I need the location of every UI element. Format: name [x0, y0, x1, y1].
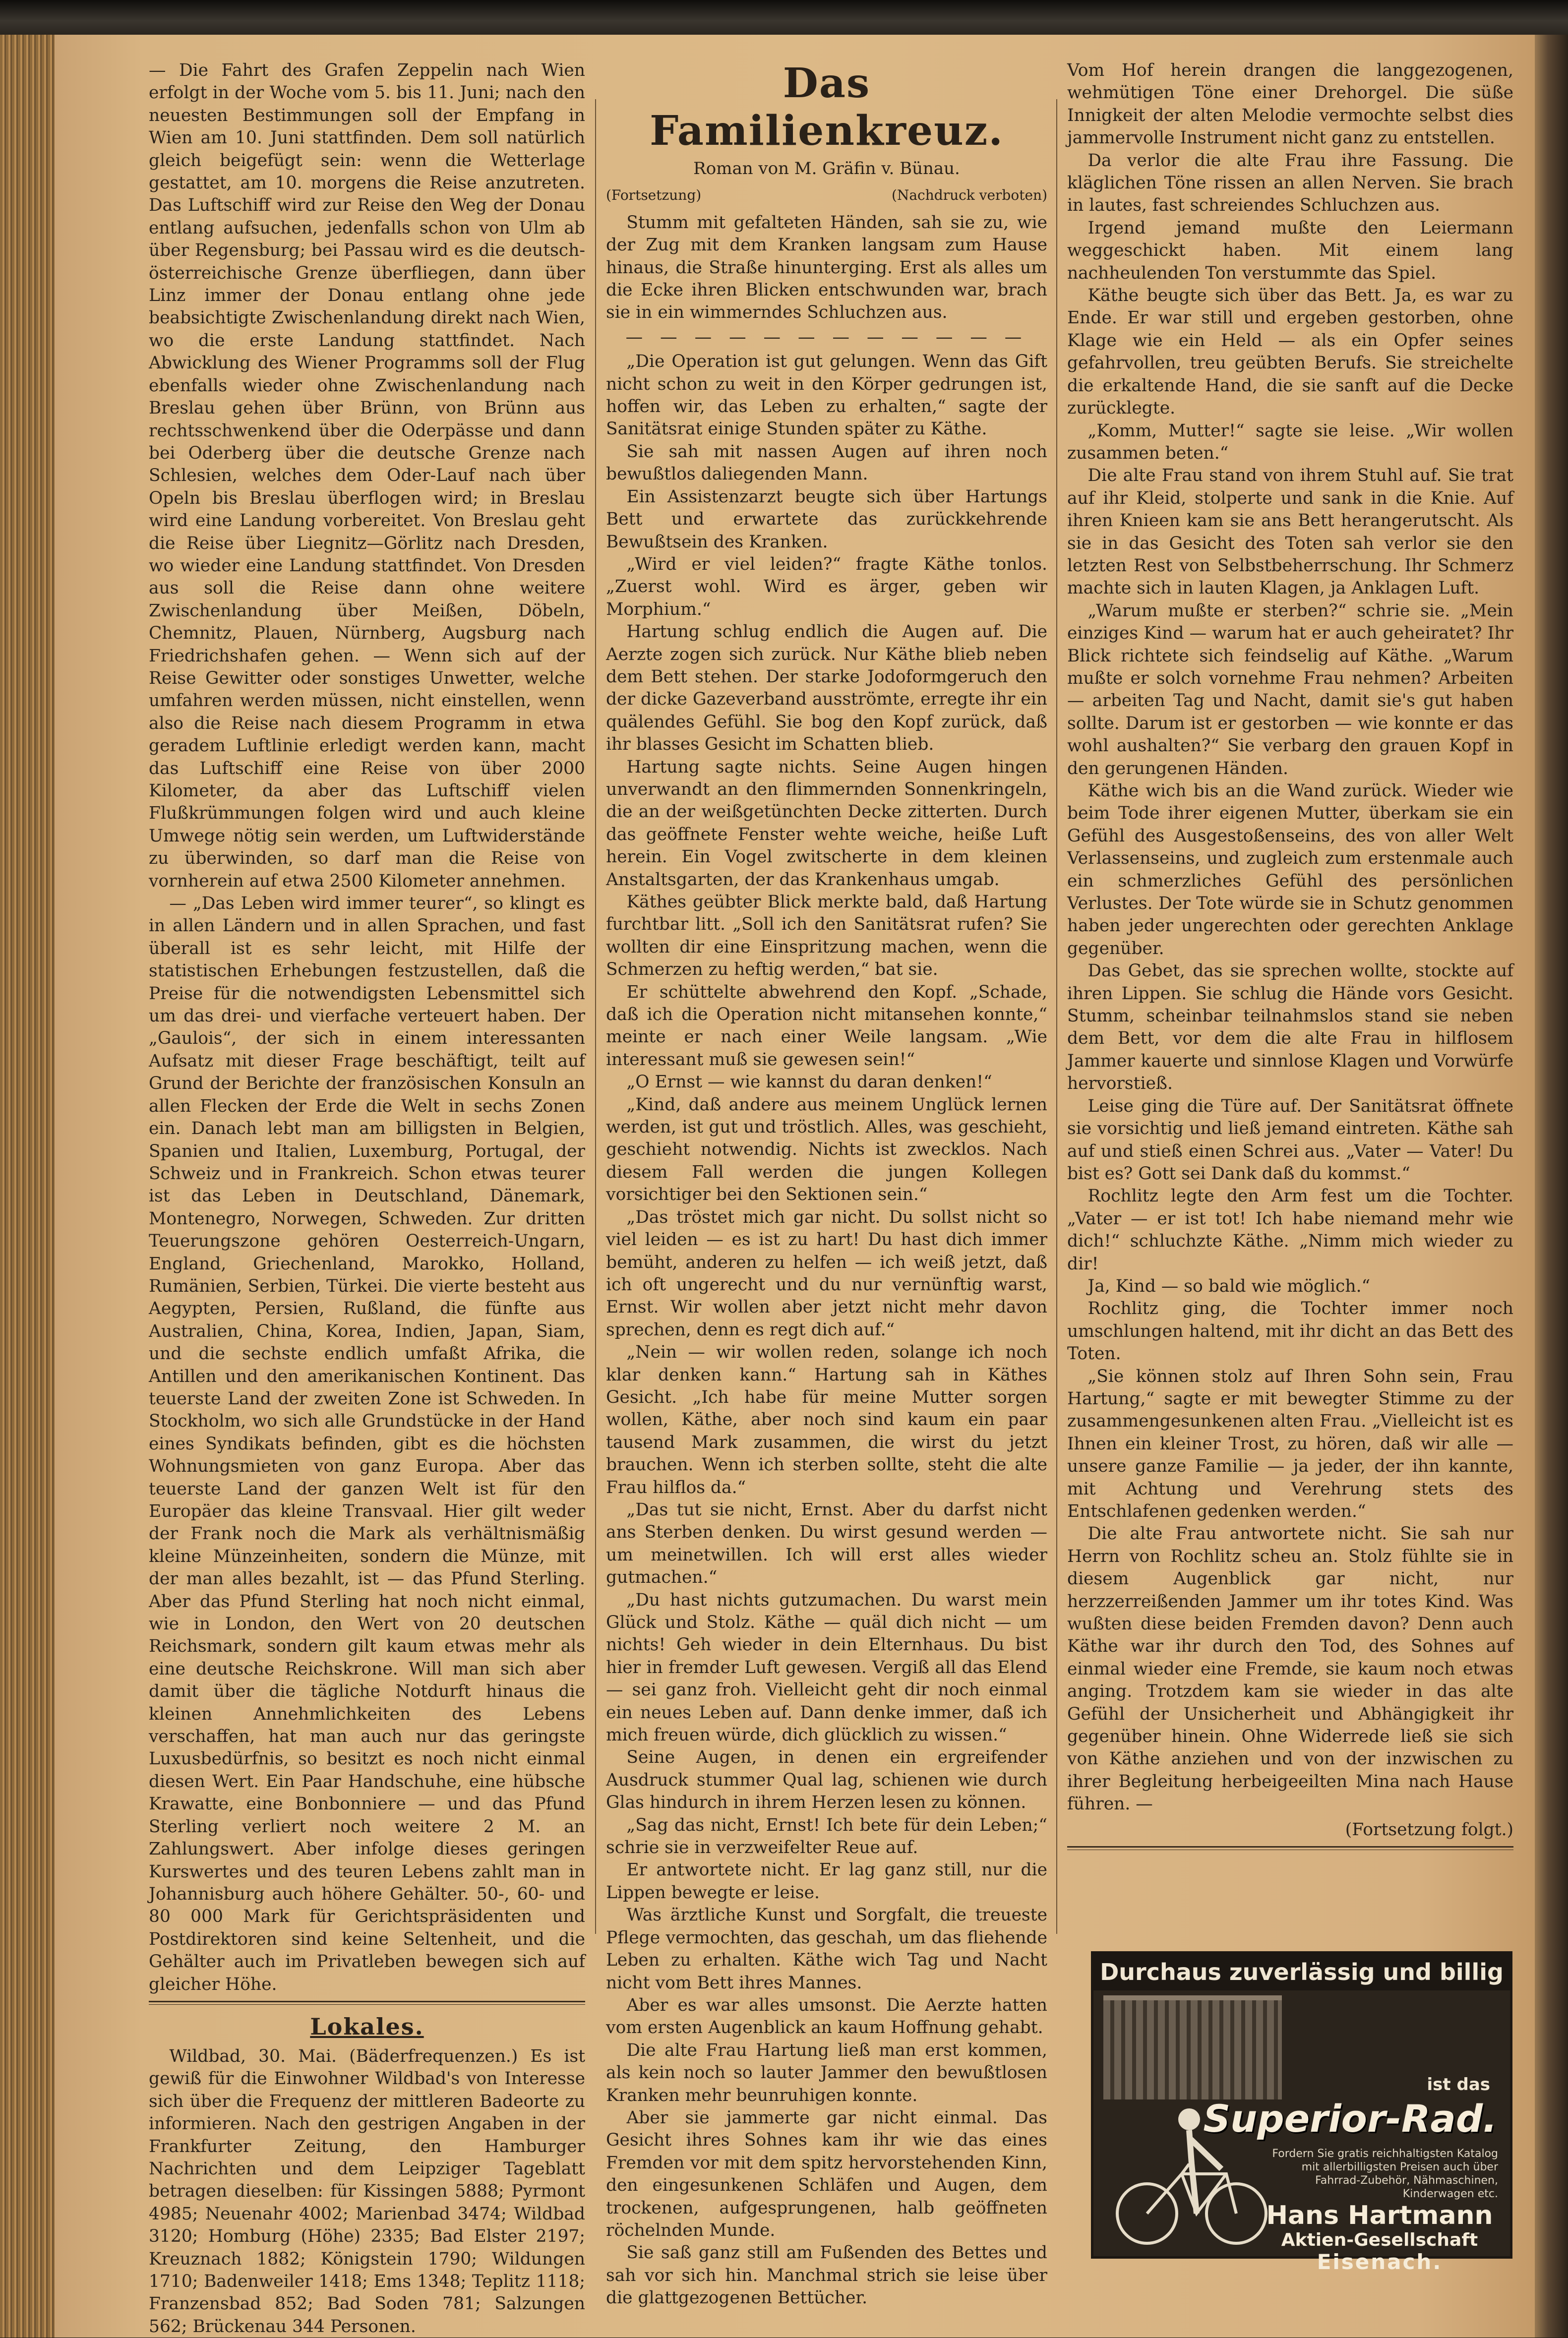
serial-paragraph: Irgend jemand mußte den Leiermann weggeschickt haben. Mit einem lang nachheulenden Ton verstummte das Spiel. [1067, 218, 1513, 283]
ad-headline: Durchaus zuverlässig und billig [1093, 1954, 1510, 1991]
serial-paragraph: „Kind, daß andere aus meinem Unglück lernen werden, ist gut und tröstlich. Alles, was geschieht, geschieht notwendig. Nichts ist zwecklos. Nach diesem Fall werden die jungen Kollegen vorsichtiger bei den Sektionen sein.“ [606, 1094, 1047, 1205]
column-rule [1056, 99, 1057, 1934]
serial-title: Das Familienkreuz. [650, 60, 1004, 155]
scan-right-edge [1535, 35, 1568, 2338]
serial-paragraph: Hartung schlug endlich die Augen auf. Die Aerzte zogen sich zurück. Nur Käthe blieb neben dem Bett stehen. Der starke Jodoformgeruch den der dicke Gazeverband ausströmte, erregte ihr ein quälendes Gefühl. Sie bog den Kopf zurück, daß ihr blasses Gesicht im Schatten blieb. [606, 622, 1047, 755]
section-divider [1067, 1846, 1513, 1850]
serial-paragraph: Vom Hof herein drangen die langgezogenen, wehmütigen Töne einer Drehorgel. Die süße Innigkeit der alten Melodie vermochte selbst dies jammervolle Instrument nicht ganz zu entstellen. [1067, 60, 1513, 148]
serial-paragraph: „Warum mußte er sterben?“ schrie sie. „Mein einziges Kind — warum hat er auch geheiratet? Ihr Blick richtete sich feindselig auf Käthe. „Warum mußte er solch vornehme Frau nehmen? Arbeiten — arbeiten Tag und Nacht, damit sie's gut haben sollte. Darum ist er gestorben — wie konnte er das wohl aushalten?“ Sie verbarg den grauen Kopf in den gerungenen Händen. [1067, 600, 1513, 779]
serial-paragraph: Sie saß ganz still am Fußenden des Bettes und sah vor sich hin. Manchmal strich sie leise über die glattgezogenen Bettücher. [606, 2243, 1047, 2308]
serial-paragraph: Ein Assistenzarzt beugte sich über Hartungs Bett und erwartete das zurückkehrende Bewußtsein des Kranken. [606, 486, 1047, 552]
serial-paragraph: Aber sie jammerte gar nicht einmal. Das Gesicht ihres Sohnes kam ihr wie das eines Fremden vor mit dem spitz hervorstehenden Kinn, den eingesunkenen Schläfen und Augen, dem trockenen, aufgesprungenen, halb geöffneten röchelnden Munde. [606, 2107, 1047, 2240]
serial-meta [606, 184, 1047, 206]
serial-paragraph: Das Gebet, das sie sprechen wollte, stockte auf ihren Lippen. Sie schlug die Hände vors Gesicht. Stumm, scheinbar teilnahmslos stand sie neben dem Bett, vor dem die alte Frau in hilflosem Jammer kauerte und sinnlose Klagen und Vorwürfe hervorstieß. [1067, 961, 1513, 1094]
serial-paragraph: Was ärztliche Kunst und Sorgfalt, die treueste Pflege vermochten, das geschah, um das fliehende Leben zu erhalten. Käthe wich Tag und Nacht nicht vom Bett ihres Mannes. [606, 1905, 1047, 1993]
serial-paragraph: Käthes geübter Blick merkte bald, daß Hartung furchtbar litt. „Soll ich den Sanitätsrat rufen? Sie wollten dir eine Einspritzung machen, wenn die Schmerzen zu heftig werden,“ bat sie. [606, 892, 1047, 980]
serial-paragraph: „Sie können stolz auf Ihren Sohn sein, Frau Hartung,“ sagte er mit bewegter Stimme zu der zusammengesunkenen alten Frau. „Vielleicht ist es Ihnen ein kleiner Trost, zu hören, daß wir alle — unsere ganze Familie — ja jeder, der ihn kannte, mit Achtung und Verehrung stets des Entschlafenen gedenken werden.“ [1067, 1366, 1513, 1521]
serial-paragraph: Rochlitz legte den Arm fest um die Tochter. „Vater — er ist tot! Ich habe niemand mehr wie dich!“ schluchzte Käthe. „Nimm mich wieder zu dir! [1067, 1186, 1513, 1274]
ad-brand-name: Superior-Rad. [1203, 2097, 1497, 2141]
serial-copyright-note: (Nachdruck verboten) [891, 187, 1047, 204]
serial-paragraph: „Wird er viel leiden?“ fragte Käthe tonlos. „Zuerst wohl. Wird es ärger, geben wir Morphium.“ [606, 554, 1047, 619]
serial-paragraph: Käthe wich bis an die Wand zurück. Wieder wie beim Tode ihrer eigenen Mutter, überkam sie ein Gefühl des Ausgestoßenseins, des von aller Welt Verlassenseins, und zugleich zum erstenmale auch ein schmerzliches Gefühl des persönlichen Verlustes. Der Tote würde sie in Schutz genommen haben jeder ungerechten oder gerechten Anklage gegenüber. [1067, 781, 1513, 959]
column-middle [606, 60, 1047, 2308]
factory-illustration-icon [1103, 1995, 1282, 2099]
serial-paragraph: „Nein — wir wollen reden, solange ich noch klar denken kann.“ Hartung sah in Käthes Gesicht. „Ich habe für meine Mutter sorgen wollen, Käthe, aber noch sind kaum ein paar tausend Mark zusammen, die wirst du jetzt brauchen. Wenn ich sterben sollte, steht die alte Frau hilflos da.“ [606, 1342, 1047, 1498]
ad-catalog-note: Fordern Sie gratis reichhaltigsten Katalog mit allerbilligsten Preisen auch über Fahrrad-Zubehör, Nähmaschinen, Kinderwagen etc. [1272, 2148, 1498, 2200]
to-be-continued: (Fortsetzung folgt.) [1345, 1819, 1513, 1840]
serial-paragraph: Ja, Kind — so bald wie möglich.“ [1087, 1276, 1371, 1296]
ad-body [1093, 1990, 1510, 2274]
book-spine [0, 35, 55, 2338]
serial-paragraph: Da verlor die alte Frau ihre Fassung. Die kläglichen Töne rissen an allen Nerven. Sie brach in lautes, fast schreiendes Schluchzen aus. [1067, 150, 1513, 216]
ad-company-name: Hans Hartmann [1266, 2201, 1493, 2230]
serial-paragraph: Sie sah mit nassen Augen auf ihren noch bewußtlos daliegenden Mann. [606, 441, 1047, 484]
serial-paragraph: Aber es war alles umsonst. Die Aerzte hatten vom ersten Augenblick an kaum Hoffnung gehabt. [606, 1995, 1047, 2038]
ad-company-type: Aktien-Gesellschaft [1281, 2230, 1478, 2250]
serial-paragraph: Die alte Frau Hartung ließ man erst kommen, als kein noch so lauter Jammer den bewußtlosen Kranken mehr beunruhigen konnte. [606, 2040, 1047, 2105]
serial-paragraph: Seine Augen, in denen ein ergreifender Ausdruck stummer Qual lag, schienen wie durch Glas hindurch in ihrem Herzen lesen zu können. [606, 1747, 1047, 1813]
scene-break: — — — — — — — — — — — — [625, 327, 1028, 347]
serial-author: Roman von M. Gräfin v. Bünau. [693, 159, 960, 179]
advertisement-superior-rad [1091, 1951, 1512, 2274]
serial-paragraph: Die alte Frau stand von ihrem Stuhl auf. Sie trat auf ihr Kleid, stolperte und sank in die Knie. Auf ihren Knieen kam sie ans Bett herangerutscht. Als sie in das Gesicht des Toten sah verlor sie den letzten Rest von Selbstbeherrschung. Ihr Schmerz machte sich in lauten Klagen, ja Anklagen Luft. [1067, 466, 1513, 599]
column-right [1067, 60, 1513, 1931]
serial-body [606, 351, 1047, 2309]
serial-paragraph: Käthe beugte sich über das Bett. Ja, es war zu Ende. Er war still und ergeben gestorben, ohne Klage wie ein Held — als ein Opfer seines gefahrvollen, treu geübten Berufs. Sie streichelte die erkaltende Hand, die sie sanft auf die Decke zurücklegte. [1067, 286, 1513, 419]
serial-paragraph: Rochlitz ging, die Tochter immer noch umschlungen haltend, mit ihr dicht an das Bett des Toten. [1067, 1299, 1513, 1364]
serial-paragraph: Leise ging die Türe auf. Der Sanitätsrat öffnete sie vorsichtig und ließ jemand eintreten. Käthe sah auf und stieß einen Schrei aus. „Vater — Vater! Du bist es? Gott sei Dank daß du kommst.“ [1067, 1096, 1513, 1184]
ad-company [1263, 2201, 1496, 2274]
serial-paragraph: „Das tröstet mich gar nicht. Du sollst nicht so viel leiden — es ist zu hart! Du hast dich immer bemüht, anderen zu helfen — ich weiß jetzt, daß ich oft ungerecht und du nur vernünftig warst, Ernst. Wir wollen aber jetzt nicht mehr davon sprechen, denn es regt dich auf.“ [606, 1207, 1047, 1340]
serial-paragraph: Stumm mit gefalteten Händen, sah sie zu, wie der Zug mit dem Kranken langsam zum Hause hinaus, die Straße hinunterging. Erst als alles um die Ecke ihren Blicken entschwunden war, brach sie in ein wimmerndes Schluchzen aus. [606, 212, 1047, 323]
serial-paragraph: Die alte Frau antwortete nicht. Sie sah nur Herrn von Rochlitz scheu an. Stolz fühlte sie in diesem Augenblick gar nicht, nur herzzerreißenden Jammer um ihr totes Kind. Was wußten diese beiden Fremden davon? Denn auch Käthe war ihr durch den Tod, des Sohnes auf einmal wieder eine Fremde, sie kaum noch etwas anging. Trotzdem kam sie wieder in das alte Gefühl der Unsicherheit und Abhängigkeit ihr gegenüber hinein. Ohne Widerrede ließ sie sich von Käthe anziehen und von der inzwischen zu ihrer Begleitung herbeigeeilten Mina nach Hause führen. — [1067, 1524, 1513, 1814]
serial-paragraph: „Du hast nichts gutzumachen. Du warst mein Glück und Stolz. Käthe — quäl dich nicht — um nichts! Geh wieder in dein Elternhaus. Du bist hier in fremder Luft gewesen. Vergiß all das Elend — sei ganz froh. Vielleicht geht dir noch einmal ein neues Leben auf. Dann denke immer, daß ich mich freuen würde, dich glücklich zu wissen.“ [606, 1590, 1047, 1745]
serial-paragraph: „O Ernst — wie kannst du daran denken!“ [626, 1072, 992, 1092]
article-cost-of-living: — „Das Leben wird immer teurer“, so klingt es in allen Ländern und in allen Sprachen, und fast überall ist es sehr leicht, mit Hilfe der statistischen Erhebungen festzustellen, daß die Preise für die notwendigsten Lebensmittel sich um das drei- und vierfache verteuert haben. Der „Gaulois“, der sich in einem interessanten Aufsatz mit dieser Frage beschäftigt, teilt auf Grund der Berichte der französischen Konsuln an allen Flecken der Erde die Welt in sechs Zonen ein. Danach lebt man am billigsten in Belgien, Spanien und Italien, Luxemburg, Portugal, der Schweiz und in Frankreich. Schon etwas teurer ist das Leben in Deutschland, Dänemark, Montenegro, Norwegen, Schweden. Zur dritten Teuerungszone gehören Oesterreich-Ungarn, England, Griechenland, Marokko, Holland, Rumänien, Serbien, Türkei. Die vierte besteht aus Aegypten, Persien, Rußland, die fünfte aus Australien, China, Korea, Indien, Japan, Siam, und die sechste endlich umfaßt Afrika, die Antillen und den amerikanischen Kontinent. Das teuerste Land der zweiten Zone ist Schweden. In Stockholm, wo sich alle Grundstücke in der Hand eines Syndikats befinden, gibt es die höchsten Wohnungsmieten von ganz Europa. Aber das teuerste Land der ganzen Welt ist für den Europäer das kleine Transvaal. Hier gilt weder der Frank noch die Mark als verhältnismäßig kleine Münzeinheiten, sondern die Münze, mit der man alles bezahlt, ist — das Pfund Sterling. Aber das Pfund Sterling hat noch nicht einmal, wie in London, den Wert von 20 deutschen Reichsmark, sondern gilt kaum etwas mehr als eine deutsche Reichskrone. Will man sich aber damit über die tägliche Notdurft hinaus die kleinen Annehmlichkeiten des Lebens verschaffen, hat man auch nur das geringste Luxusbedürfnis, so besitzt es noch nicht einmal diesen Wert. Ein Paar Handschuhe, eine hübsche Krawatte, eine Bonbonniere — und das Pfund Sterling verliert noch weitere 2 M. an Zahlungswert. Aber infolge dieses geringen Kurswertes und des teuren Lebens zahlt man in Johannisburg auch höhere Gehälter. 50-, 60- und 80 000 Mark für Gerichtspräsidenten und Postdirektoren sind keine Seltenheit, und die Gehälter auch im Privatleben bewegen sich auf gleicher Höhe. [149, 894, 585, 1994]
article-baederfrequenzen: Wildbad, 30. Mai. (Bäderfrequenzen.) Es ist gewiß für die Einwohner Wildbad's von Interesse sich über die Frequenz der mittleren Badeorte zu informieren. Nach den gestrigen Angaben in der Frankfurter Zeitung, den Hamburger Nachrichten und dem Leipziger Tageblatt betragen dieselben: für Kissingen 5888; Pyrmont 4985; Neuenahr 4002; Marienbad 3474; Wildbad 3120; Homburg (Höhe) 2335; Bad Elster 2197; Kreuznach 1882; Königstein 1790; Wildungen 1710; Badenweiler 1418; Ems 1348; Teplitz 1118; Franzensbad 852; Bad Soden 781; Salzungen 562; Brückenau 344 Personen. [149, 2046, 585, 2337]
serial-paragraph: Er schüttelte abwehrend den Kopf. „Schade, daß ich die Operation nicht mitansehen konnte,“ meinte er nach einer Weile langsam. „Wie interessant muß sie gewesen sein!“ [606, 982, 1047, 1070]
column-rule [595, 99, 596, 1934]
lokales-heading: Lokales. [310, 2013, 424, 2040]
serial-paragraph: „Das tut sie nicht, Ernst. Aber du darfst nicht ans Sterben denken. Du wirst gesund werden — um meinetwillen. Ich will erst alles wieder gutmachen.“ [606, 1499, 1047, 1588]
serial-paragraph: Hartung sagte nichts. Seine Augen hingen unverwandt an den flimmernden Sonnenkringeln, die an der weißgetünchten Decke zitterten. Durch das geöffnete Fenster wehte weiche, heiße Luft herein. Ein Vogel zwitscherte in dem kleinen Anstaltsgarten, der das Krankenhaus umgab. [606, 757, 1047, 890]
article-zeppelin: — Die Fahrt des Grafen Zeppelin nach Wien erfolgt in der Woche vom 5. bis 11. Juni; nach den neuesten Bestimmungen soll der Empfang in Wien am 10. Juni stattfinden. Dem soll natürlich gleich beigefügt sein: wenn die Wetterlage gestattet, am 10. morgens die Reise anzutreten. Das Luftschiff wird zur Reise den Weg der Donau entlang aufsuchen, jedenfalls schon von Ulm ab über Regensburg; bei Passau wird es die deutsch-österreichische Grenze überfliegen, dann über Linz immer der Donau entlang ohne jede beabsichtigte Zwischenlandung direkt nach Wien, wo die erste Landung stattfindet. Nach Abwicklung des Wiener Programms soll der Flug ebenfalls wieder ohne Zwischenlandung nach Breslau gehen über Brünn, von Brünn aus rechtsschwenkend über die Oderpässe und dann bei Oderberg über die deutsche Grenze nach Schlesien, welches dem Oder-Lauf nach über Opeln bis Breslau überflogen wird; in Breslau wird eine Landung vorbereitet. Von Breslau geht die Reise über Liegnitz—Görlitz nach Dresden, wo wieder eine Landung stattfindet. Von Dresden aus soll die Reise dann ohne weitere Zwischenlandung über Meißen, Döbeln, Chemnitz, Plauen, Nürnberg, Augsburg nach Friedrichshafen gehen. — Wenn sich auf der Reise Gewitter oder sonstiges Unwetter, welche umfahren werden müssen, nicht einstellen, wenn also die Reise nach diesem Programm in etwa geradem Luftlinie erledigt werden kann, macht das Luftschiff eine Reise von über 2000 Kilometer, da aber das Luftschiff vielen Flußkrümmungen folgen wird und auch kleine Umwege nötig sein werden, um Luftwiderstände zu überwinden, so darf man die Reise von vornherein auf etwa 2500 Kilometer annehmen. [149, 60, 585, 891]
scan-top-edge [0, 0, 1568, 35]
serial-paragraph: „Komm, Mutter!“ sagte sie leise. „Wir wollen zusammen beten.“ [1067, 420, 1513, 463]
serial-paragraph: Er antwortete nicht. Er lag ganz still, nur die Lippen bewegte er leise. [606, 1860, 1047, 1903]
serial-paragraph: „Die Operation ist gut gelungen. Wenn das Gift nicht schon zu weit in den Körper gedrungen ist, hoffen wir, das Leben zu erhalten,“ sagte der Sanitätsrat einige Stunden später zu Käthe. [606, 352, 1047, 439]
serial-paragraph: „Sag das nicht, Ernst! Ich bete für dein Leben;“ schrie sie in verzweifelter Reue auf. [606, 1815, 1047, 1858]
column-left [149, 60, 585, 2337]
serial-body-continued [1067, 60, 1513, 1816]
section-divider [149, 2001, 585, 2005]
serial-continuation-note: (Fortsetzung) [606, 187, 702, 204]
ad-ist-das: ist das [1427, 2075, 1490, 2095]
ad-company-city: Eisenach. [1317, 2250, 1443, 2274]
